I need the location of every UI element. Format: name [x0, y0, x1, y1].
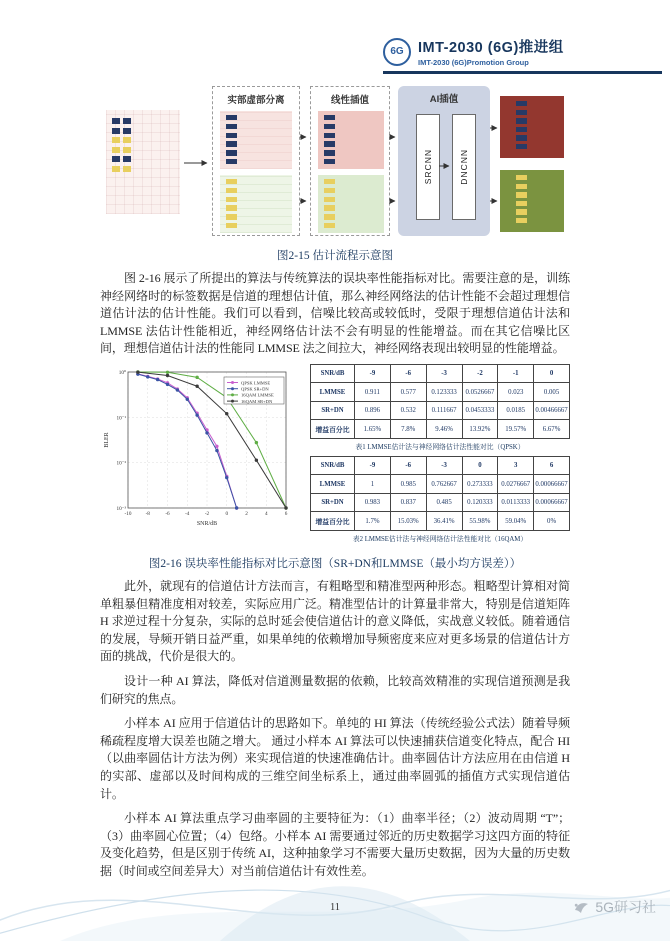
resource-square: [226, 214, 237, 219]
stage-linear-interpolation: [310, 86, 390, 236]
svg-text:BLER: BLER: [104, 432, 110, 448]
pilot-square: [123, 166, 131, 172]
table-cell: 36.41%: [426, 512, 462, 531]
table-cell: 0.983: [355, 493, 391, 512]
resource-square: [516, 201, 527, 206]
watermark-bird-icon: [573, 900, 590, 915]
svg-text:16QAM LMMSE: 16QAM LMMSE: [241, 392, 274, 398]
page-number: 11: [329, 902, 341, 913]
org-title-en: IMT-2030 (6G)Promotion Group: [418, 58, 529, 67]
svg-text:10⁰: 10⁰: [118, 369, 126, 376]
resource-square: [226, 197, 237, 202]
header-rule: [383, 71, 662, 74]
table-cell: SR+DN: [311, 493, 355, 512]
table-cell: 0.005: [534, 383, 570, 402]
table-header-row: [311, 456, 570, 475]
performance-tables: [310, 364, 570, 548]
resource-square: [324, 205, 335, 210]
table-cell: 0.896: [355, 401, 391, 420]
table-row: [311, 401, 570, 420]
table-cell: 55.98%: [462, 512, 498, 531]
imag-interp-block: [318, 175, 384, 233]
table-cell: 0.985: [390, 475, 426, 494]
table-cell: 0.273333: [462, 475, 498, 494]
figure-2-15-caption: 图2-15 估计流程示意图: [277, 250, 393, 262]
page-header: [383, 36, 662, 74]
svg-text:6: 6: [284, 510, 288, 517]
resource-square: [324, 124, 335, 129]
svg-text:4: 4: [264, 510, 268, 517]
table-1-caption: 表1 LMMSE估计法与神经网络估计法性能对比（QPSK）: [355, 443, 525, 451]
table-cell: SR+DN: [311, 401, 355, 420]
table-header-row: [311, 364, 570, 383]
table-cell: 1.7%: [355, 512, 391, 531]
pilot-square: [123, 118, 131, 124]
srcnn-module: SRCNN: [416, 114, 440, 220]
table-cell: 0.762667: [426, 475, 462, 494]
svg-text:0: 0: [225, 510, 229, 517]
table-cell: LMMSE: [311, 475, 355, 494]
resource-square: [226, 141, 237, 146]
svg-text:QPSK SR+DN: QPSK SR+DN: [241, 386, 269, 392]
paragraph: 小样本 AI 算法重点学习曲率圆的主要特征为：（1）曲率半径；（2）波动周期 “T”；（3）曲率圆心位置；（4）包络。小样本 AI 需要通过邻近的历史数据学习这四方面的特征及变化趋势，但是区别于传统 AI，这种抽象学习不需要大量历史数据，因为大量的历史数据（时间或空间差异大）对当前信道估计有效性差。: [100, 811, 570, 878]
pilot-square: [112, 118, 120, 124]
table-cell: 13.92%: [462, 420, 498, 439]
figure-2-15-diagram: [100, 84, 570, 240]
table-row: [311, 512, 570, 531]
table-header-cell: SNR/dB: [311, 456, 355, 475]
resource-square: [516, 101, 527, 106]
paragraph: 小样本 AI 应用于信道估计的思路如下。单纯的 HI 算法（传统经验公式法）随着导频稀疏程度增大误差也随之增大。 通过小样本 AI 算法可以快速捕获信道变化特点，配合 HI（以曲率圆估计方法为例）来实现信道的快速准确估计。曲率圆估计方法应用在由信道 H 的实部、虚部以及时间构成的三维空间坐标系上，通过曲率圆弧的插值方式实现信道估计。: [100, 716, 570, 801]
table-header-cell: -6: [390, 456, 426, 475]
pilot-square: [123, 128, 131, 134]
table-cell: 0%: [534, 512, 570, 531]
svg-text:10⁻¹: 10⁻¹: [116, 415, 126, 422]
pilot-square: [123, 147, 131, 153]
dncnn-module: DNCNN: [452, 114, 476, 220]
figure-2-16: [100, 364, 570, 548]
pilot-square: [112, 128, 120, 134]
table-cell: 0.485: [426, 493, 462, 512]
resource-square: [324, 115, 335, 120]
table-header-cell: SNR/dB: [311, 364, 355, 383]
resource-square: [324, 133, 335, 138]
table-cell: 6.67%: [534, 420, 570, 439]
table-2-caption: 表2 LMMSE估计法与神经网络估计法性能对比（16QAM）: [352, 535, 528, 543]
pilot-square: [112, 137, 120, 143]
table-16qam: [310, 456, 570, 531]
stage-label: 线性插值: [330, 95, 369, 106]
resource-square: [324, 223, 335, 228]
table-cell: 增益百分比: [311, 512, 355, 531]
bler-chart-svg: [100, 364, 304, 540]
resource-square: [226, 124, 237, 129]
table-header-cell: 0: [534, 364, 570, 383]
output-real-channel: [500, 96, 564, 158]
pilot-square: [112, 147, 120, 153]
table-cell: 1.65%: [355, 420, 391, 439]
resource-square: [324, 179, 335, 184]
imag-part-panel: [220, 175, 292, 233]
table-cell: 0.120333: [462, 493, 498, 512]
pilot-square: [123, 156, 131, 162]
svg-text:10⁻²: 10⁻²: [116, 460, 126, 467]
resource-square: [324, 141, 335, 146]
table-row: [311, 493, 570, 512]
table-cell: 0.0453333: [462, 401, 498, 420]
table-cell: 0.111667: [426, 401, 462, 420]
output-imag-channel: [500, 170, 564, 232]
table-cell: 19.57%: [498, 420, 534, 439]
watermark-text: 5G研习社: [595, 899, 656, 915]
table-cell: 0.023: [498, 383, 534, 402]
paragraph: 图 2-16 展示了所提出的算法与传统算法的误块率性能指标对比。需要注意的是，训练神经网络时的标签数据是信道的理想估计值，那么神经网络法的估计性能不会超过理想信道估计法的估计性能。我们可以看到，信噪比较高或较低时，受限于理想信道估计法和 LMMSE 法估计性能相近，神经网络估计法不会有明显的性能增益。而在其它信噪比区间，理想信道估计法的性能同 LMMSE 法之间拉大，神经网络表现出较明显的性能增益。: [100, 271, 570, 356]
resource-square: [516, 144, 527, 149]
table-cell: 9.46%: [426, 420, 462, 439]
stage-ai-interpolation: [398, 86, 490, 236]
pilot-square: [112, 156, 120, 162]
table-header-cell: 3: [498, 456, 534, 475]
footer-wave-decoration: [0, 849, 670, 941]
resource-square: [516, 135, 527, 140]
table-cell: 0.0276667: [498, 475, 534, 494]
pilot-square: [112, 166, 120, 172]
svg-text:10⁻³: 10⁻³: [116, 505, 126, 512]
resource-square: [516, 209, 527, 214]
svg-text:QPSK LMMSE: QPSK LMMSE: [241, 380, 271, 386]
table-header-cell: -3: [426, 364, 462, 383]
table-cell: 0.911: [355, 383, 391, 402]
org-title-cn: IMT-2030 (6G)推进组: [418, 40, 564, 56]
table-header-cell: -2: [462, 364, 498, 383]
resource-square: [516, 184, 527, 189]
table-cell: 0.123333: [426, 383, 462, 402]
svg-text:16QAM SR+DN: 16QAM SR+DN: [241, 398, 273, 404]
table-row: [311, 475, 570, 494]
stage-real-imag-separation: [212, 86, 300, 236]
pilot-squares: [112, 118, 131, 176]
svg-text:-10: -10: [124, 510, 132, 517]
resource-square: [516, 118, 527, 123]
resource-square: [324, 197, 335, 202]
table-cell: LMMSE: [311, 383, 355, 402]
resource-square: [516, 127, 527, 132]
resource-square: [324, 188, 335, 193]
watermark: [573, 897, 656, 917]
table-cell: 0.0113333: [498, 493, 534, 512]
resource-square: [226, 223, 237, 228]
table-cell: 0.837: [390, 493, 426, 512]
table-cell: 7.8%: [390, 420, 426, 439]
table-header-cell: 6: [534, 456, 570, 475]
table-cell: 59.04%: [498, 512, 534, 531]
resource-square: [516, 218, 527, 223]
svg-text:2: 2: [245, 510, 248, 517]
pilot-grid: [106, 110, 180, 214]
stage-label: 实部虚部分离: [227, 95, 285, 106]
resource-square: [226, 133, 237, 138]
svg-text:-6: -6: [165, 510, 170, 517]
table-cell: 0.00066667: [534, 475, 570, 494]
table-header-cell: -1: [498, 364, 534, 383]
svg-text:-4: -4: [185, 510, 190, 517]
resource-square: [324, 214, 335, 219]
table-qpsk: [310, 364, 570, 439]
table-cell: 1: [355, 475, 391, 494]
svg-text:SNR/dB: SNR/dB: [196, 520, 218, 527]
figure-2-16-caption: 图2-16 误块率性能指标对比示意图（SR+DN和LMMSE（最小均方误差））: [148, 557, 522, 570]
resource-square: [516, 175, 527, 180]
resource-square: [226, 115, 237, 120]
6g-logo-icon: 6G: [383, 38, 411, 66]
paragraph: 此外，就现有的信道估计方法而言，有粗略型和精准型两种形态。粗略型计算相对简单粗暴但精准度相对较差，实际应用广泛。精准型估计的计算量非常大，特别是信道矩阵 H 求逆过程十分复杂，实际的总时延会使信道估计的意义降低，实战意义较低。随着通信的发展，导频开销日益严重，如果单纯的依赖增加导频密度来应对更多场景的信道估计方面的挑战，代价是很大的。: [100, 578, 570, 664]
resource-square: [226, 205, 237, 210]
resource-square: [324, 150, 335, 155]
table-header-cell: -6: [390, 364, 426, 383]
table-header-cell: 0: [462, 456, 498, 475]
bler-chart: [100, 364, 304, 540]
resource-square: [516, 192, 527, 197]
resource-square: [226, 150, 237, 155]
resource-square: [324, 159, 335, 164]
table-cell: 0.00066667: [534, 493, 570, 512]
resource-square: [226, 159, 237, 164]
table-row: [311, 383, 570, 402]
pilot-square: [123, 137, 131, 143]
table-cell: 0.00466667: [534, 401, 570, 420]
table-cell: 0.0185: [498, 401, 534, 420]
performance-table: [310, 456, 570, 531]
real-part-panel: [220, 111, 292, 169]
table-cell: 0.577: [390, 383, 426, 402]
table-header-cell: -9: [355, 364, 391, 383]
table-cell: 15.03%: [390, 512, 426, 531]
table-header-cell: -3: [426, 456, 462, 475]
table-cell: 0.0526667: [462, 383, 498, 402]
svg-text:-8: -8: [145, 510, 150, 517]
real-interp-block: [318, 111, 384, 169]
table-cell: 0.532: [390, 401, 426, 420]
table-row: [311, 420, 570, 439]
resource-square: [226, 179, 237, 184]
performance-table: [310, 364, 570, 439]
table-cell: 增益百分比: [311, 420, 355, 439]
svg-text:-2: -2: [204, 510, 210, 517]
document-content: [100, 84, 570, 880]
resource-square: [516, 110, 527, 115]
paragraph: 设计一种 AI 算法，降低对信道测量数据的依赖，比较高效精准的实现信道预测是我们研究的焦点。: [100, 673, 570, 706]
resource-square: [226, 188, 237, 193]
table-header-cell: -9: [355, 456, 391, 475]
stage-label: AI插值: [429, 94, 459, 105]
